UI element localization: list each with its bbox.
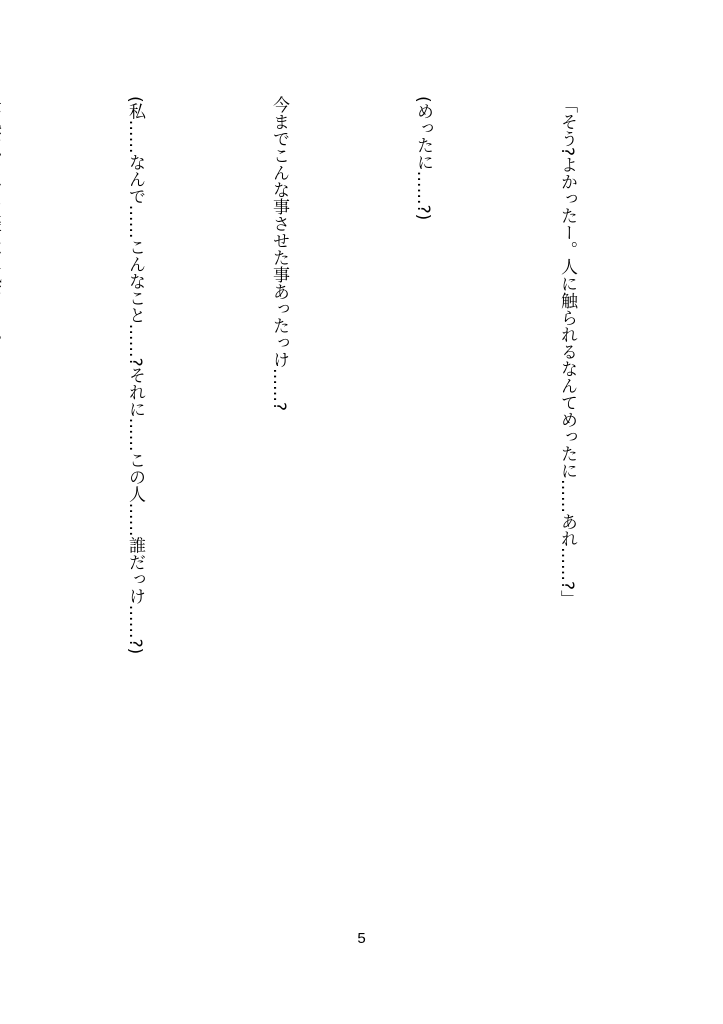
blank-line xyxy=(483,96,507,706)
text-line: (私……なんで……こんなこと……?それに……この人……誰だっけ……?) xyxy=(125,96,145,655)
text-line: (めったに……?) xyxy=(413,96,433,221)
text-line: 今までこんな事させた事あったっけ……? xyxy=(269,96,289,412)
page-number: 5 xyxy=(357,930,366,947)
blank-line xyxy=(51,96,75,706)
blank-line xyxy=(195,96,219,706)
vertical-text-block xyxy=(0,96,627,706)
blank-line xyxy=(339,96,363,706)
text-line xyxy=(0,96,3,706)
text-line: 「そう?よかったー。人に触られるなんてめったに……あれ……?」 xyxy=(557,96,577,608)
